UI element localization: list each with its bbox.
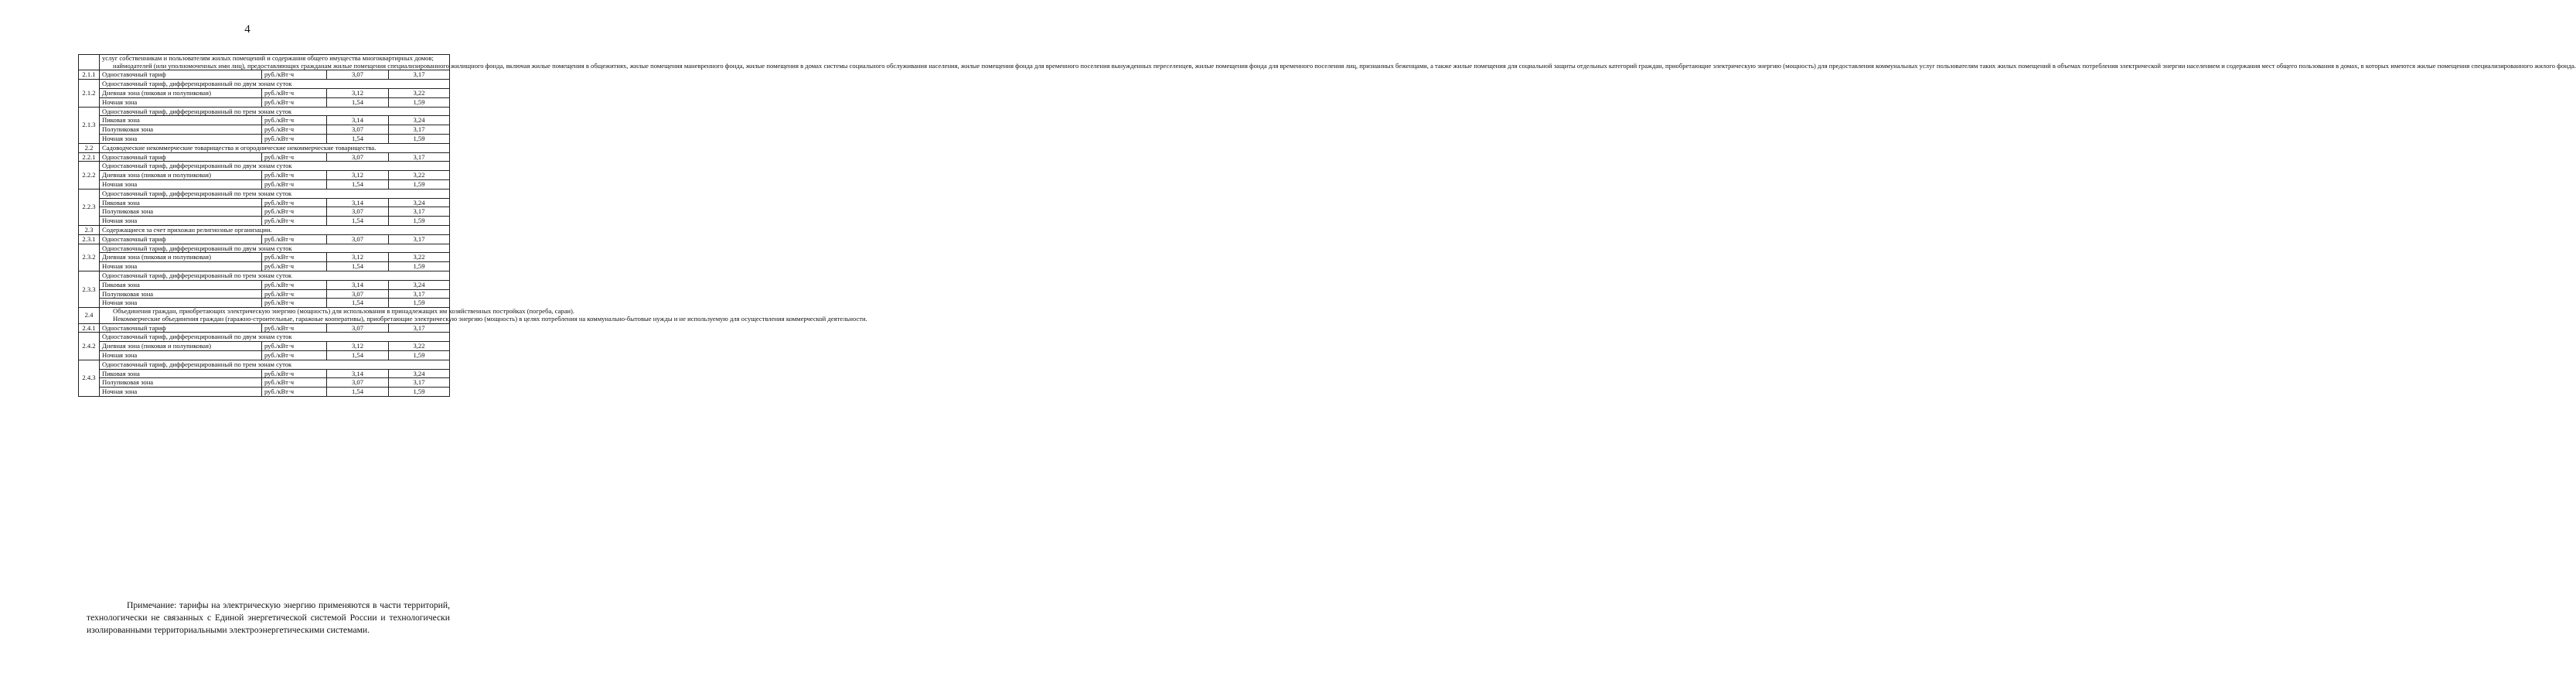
- tariff-table: [78, 54, 2576, 397]
- intro-text: услуг собственникам и пользователям жилых помещений и содержания общего имущества многоквартирных домов; наймодателей (или уполномоченных ими лиц), предоставляющих гражданам жилые помещения специализированного жилищного фонда, включая жилые помещения в общежитиях, жилые помещения маневренного фонда, жилые помещения в домах системы социального обслуживания населения, жилые помещения фонда для временного поселения вынужденных переселенцев, жилые помещения фонда для временного поселения лиц, признанных беженцами, а также жилые помещения для социальной защиты отдельных категорий граждан, приобретающие электрическую энергию (мощность) для предоставления коммунальных услуг пользователям таких жилых помещений в объемах потребления электрической энергии населением и содержания мест общего пользования в домах, в которых имеются жилые помещения специализированного жилого фонда.: [100, 55, 450, 70]
- section-header-row: 2.4 Объединения граждан, приобретающих электрическую энергию (мощность) для использования в принадлежащих им хозяйственных постройках (погреба, сараи). Некоммерческие объединения граждан (гаражно-строительные, гаражные кооперативы), приобретающие электрическую энергию (мощность) в целях потребления на коммунально-бытовые нужды и не используемую для осуществления коммерческой деятельности.: [79, 308, 450, 323]
- table-row: Ночная зона руб./кВт·ч 1,54 1,59: [79, 97, 450, 107]
- table-row: Пиковая зона руб./кВт·ч 3,14 3,24: [79, 280, 450, 289]
- table-row: 2.1.1 Одноставочный тариф руб./кВт·ч 3,07 3,17: [79, 70, 450, 80]
- table-row: 2.4.3 Одноставочный тариф, дифференцированный по трем зонам суток: [79, 360, 450, 369]
- section-2-4-title: Объединения граждан, приобретающих электрическую энергию (мощность) для использования в принадлежащих им хозяйственных постройках (погреба, сараи). Некоммерческие объединения граждан (гаражно-строительные, гаражные кооперативы), приобретающие электрическую энергию (мощность) в целях потребления на коммунально-бытовые нужды и не используемую для осуществления коммерческой деятельности.: [100, 308, 450, 323]
- table-row: Ночная зона руб./кВт·ч 1,54 1,59: [79, 388, 450, 397]
- table-row: Ночная зона руб./кВт·ч 1,54 1,59: [79, 134, 450, 143]
- section-header-row: 2.2 Садоводческие некоммерческие товарищества и огороднические некоммерческие товарищества.: [79, 143, 450, 152]
- section-header-row: 2.3 Содержащиеся за счет прихожан религиозные организации.: [79, 225, 450, 234]
- table-row: Ночная зона руб./кВт·ч 1,54 1,59: [79, 350, 450, 360]
- table-row: Ночная зона руб./кВт·ч 1,54 1,59: [79, 217, 450, 226]
- table-row: 2.3.1 Одноставочный тариф руб./кВт·ч 3,07 3,17: [79, 234, 450, 244]
- table-row: 2.3.3 Одноставочный тариф, дифференцированный по трем зонам суток: [79, 271, 450, 280]
- intro-row: [79, 55, 450, 70]
- footnote: Примечание: тарифы на электрическую энергию применяются в части территорий, технологически не связанных с Единой энергетической системой России и технологически изолированными территориальными электроэнергетическими системами.: [87, 600, 450, 635]
- table-row: Ночная зона руб./кВт·ч 1,54 1,59: [79, 179, 450, 189]
- table-row: Полупиковая зона руб./кВт·ч 3,07 3,17: [79, 207, 450, 217]
- table-row: Ночная зона руб./кВт·ч 1,54 1,59: [79, 262, 450, 271]
- table-row: Полупиковая зона руб./кВт·ч 3,07 3,17: [79, 378, 450, 388]
- table-row: Пиковая зона руб./кВт·ч 3,14 3,24: [79, 116, 450, 125]
- table-row: Полупиковая зона руб./кВт·ч 3,07 3,17: [79, 289, 450, 299]
- table-row: Дневная зона (пиковая и полупиковая) руб./кВт·ч 3,12 3,22: [79, 89, 450, 98]
- table-row: 2.2.3 Одноставочный тариф, дифференцированный по трем зонам суток: [79, 189, 450, 198]
- table-row: Дневная зона (пиковая и полупиковая) руб./кВт·ч 3,12 3,22: [79, 342, 450, 351]
- table-row: Полупиковая зона руб./кВт·ч 3,07 3,17: [79, 125, 450, 135]
- table-row: Пиковая зона руб./кВт·ч 3,14 3,24: [79, 198, 450, 207]
- table-row: 2.2.2 Одноставочный тариф, дифференцированный по двум зонам суток: [79, 162, 450, 171]
- table-row: Дневная зона (пиковая и полупиковая) руб./кВт·ч 3,12 3,22: [79, 171, 450, 180]
- table-row: 2.4.1 Одноставочный тариф руб./кВт·ч 3,07 3,17: [79, 323, 450, 333]
- table-row: 2.2.1 Одноставочный тариф руб./кВт·ч 3,07 3,17: [79, 152, 450, 162]
- table-row: 2.4.2 Одноставочный тариф, дифференцированный по двум зонам суток: [79, 333, 450, 342]
- table-row: 2.1.3 Одноставочный тариф, дифференцированный по трем зонам суток: [79, 107, 450, 116]
- page-number: 4: [244, 23, 250, 36]
- table-row: Дневная зона (пиковая и полупиковая) руб./кВт·ч 3,12 3,22: [79, 253, 450, 262]
- table-row: 2.3.2 Одноставочный тариф, дифференцированный по двум зонам суток: [79, 244, 450, 253]
- table-row: Пиковая зона руб./кВт·ч 3,14 3,24: [79, 369, 450, 378]
- table-row: 2.1.2 Одноставочный тариф, дифференцированный по двум зонам суток: [79, 80, 450, 89]
- table-row: Ночная зона руб./кВт·ч 1,54 1,59: [79, 299, 450, 308]
